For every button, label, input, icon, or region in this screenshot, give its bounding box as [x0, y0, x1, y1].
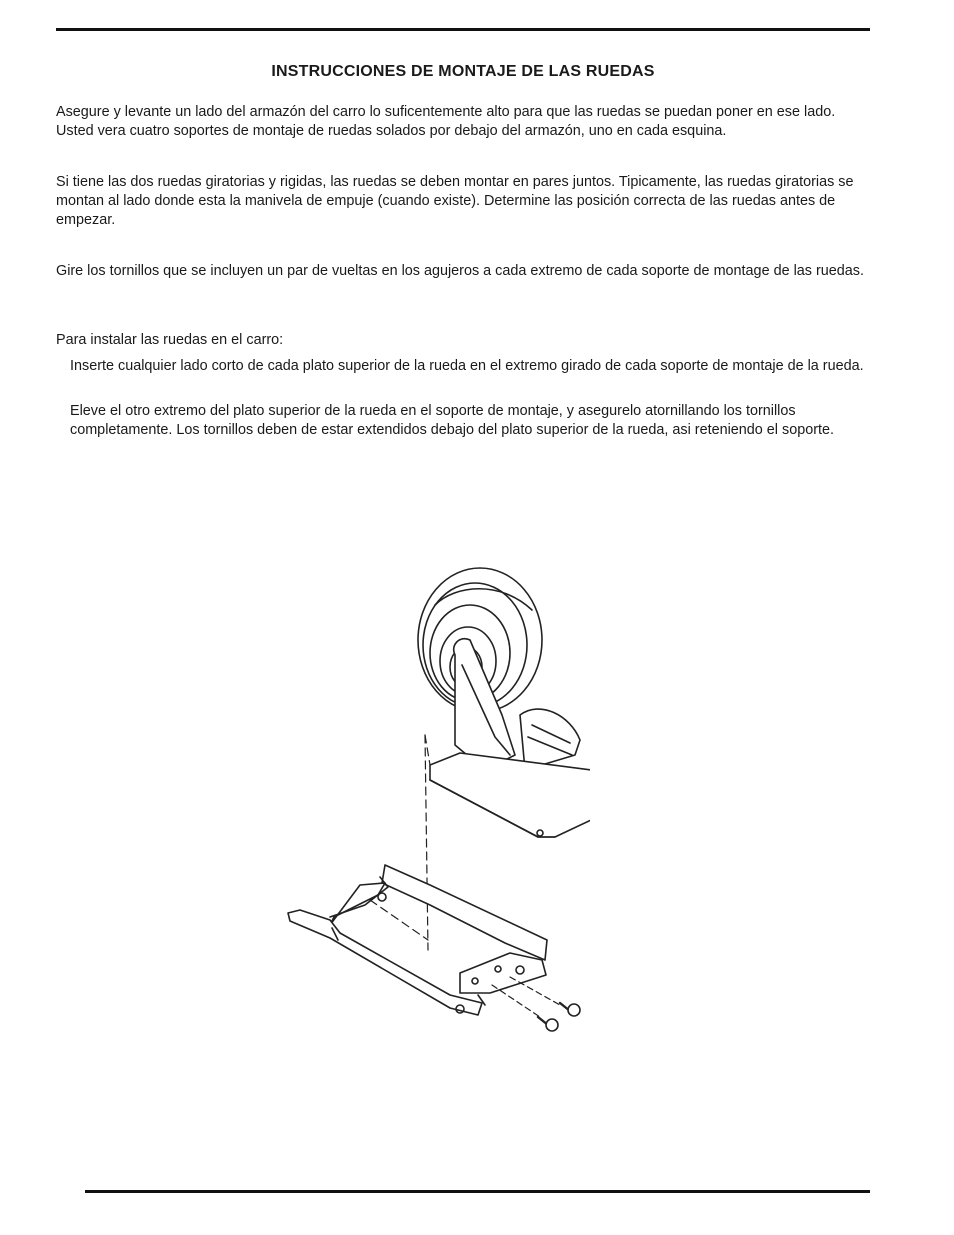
paragraph-2: Si tiene las dos ruedas giratorias y rigidas, las ruedas se deben montar en pares juntos. Tipicamente, las ruedas giratorias se montan al lado donde esta la manivela de empuje (cuando existe). Determine las posición correcta de las ruedas antes de empezar.	[56, 174, 854, 228]
mounting-bracket	[288, 865, 547, 1015]
wheel-top-plate	[430, 753, 590, 837]
alignment-dashed-line	[370, 735, 430, 950]
paragraph-3: Gire los tornillos que se incluyen un par de vueltas en los agujeros a cada extremo de cada soporte de montage de las ruedas.	[56, 263, 864, 279]
top-rule	[56, 28, 870, 31]
paragraph-1: Asegure y levante un lado del armazón del carro lo suficentemente alto para que las ruedas se puedan poner en ese lado. Usted vera cuatro soportes de montaje de ruedas solados por debajo del armazón, uno en cada esquina.	[56, 104, 836, 139]
caster-wheel-mounting-illustration	[270, 565, 590, 1085]
bottom-rule	[85, 1190, 870, 1193]
step-1: Inserte cualquier lado corto de cada plato superior de la rueda en el extremo girado de cada soporte de montaje de la rueda.	[70, 358, 864, 374]
paragraph-4: Para instalar las ruedas en el carro:	[56, 332, 284, 348]
page-title: INSTRUCCIONES DE MONTAJE DE LAS RUEDAS	[271, 63, 655, 80]
step-2: Eleve el otro extremo del plato superior de la rueda en el soporte de montaje, y asegurelo atornillando los tornillos completamente. Los tornillos deben de estar extendidos debajo del plato superior de la rueda, asi reteniendo el soporte.	[70, 403, 834, 438]
